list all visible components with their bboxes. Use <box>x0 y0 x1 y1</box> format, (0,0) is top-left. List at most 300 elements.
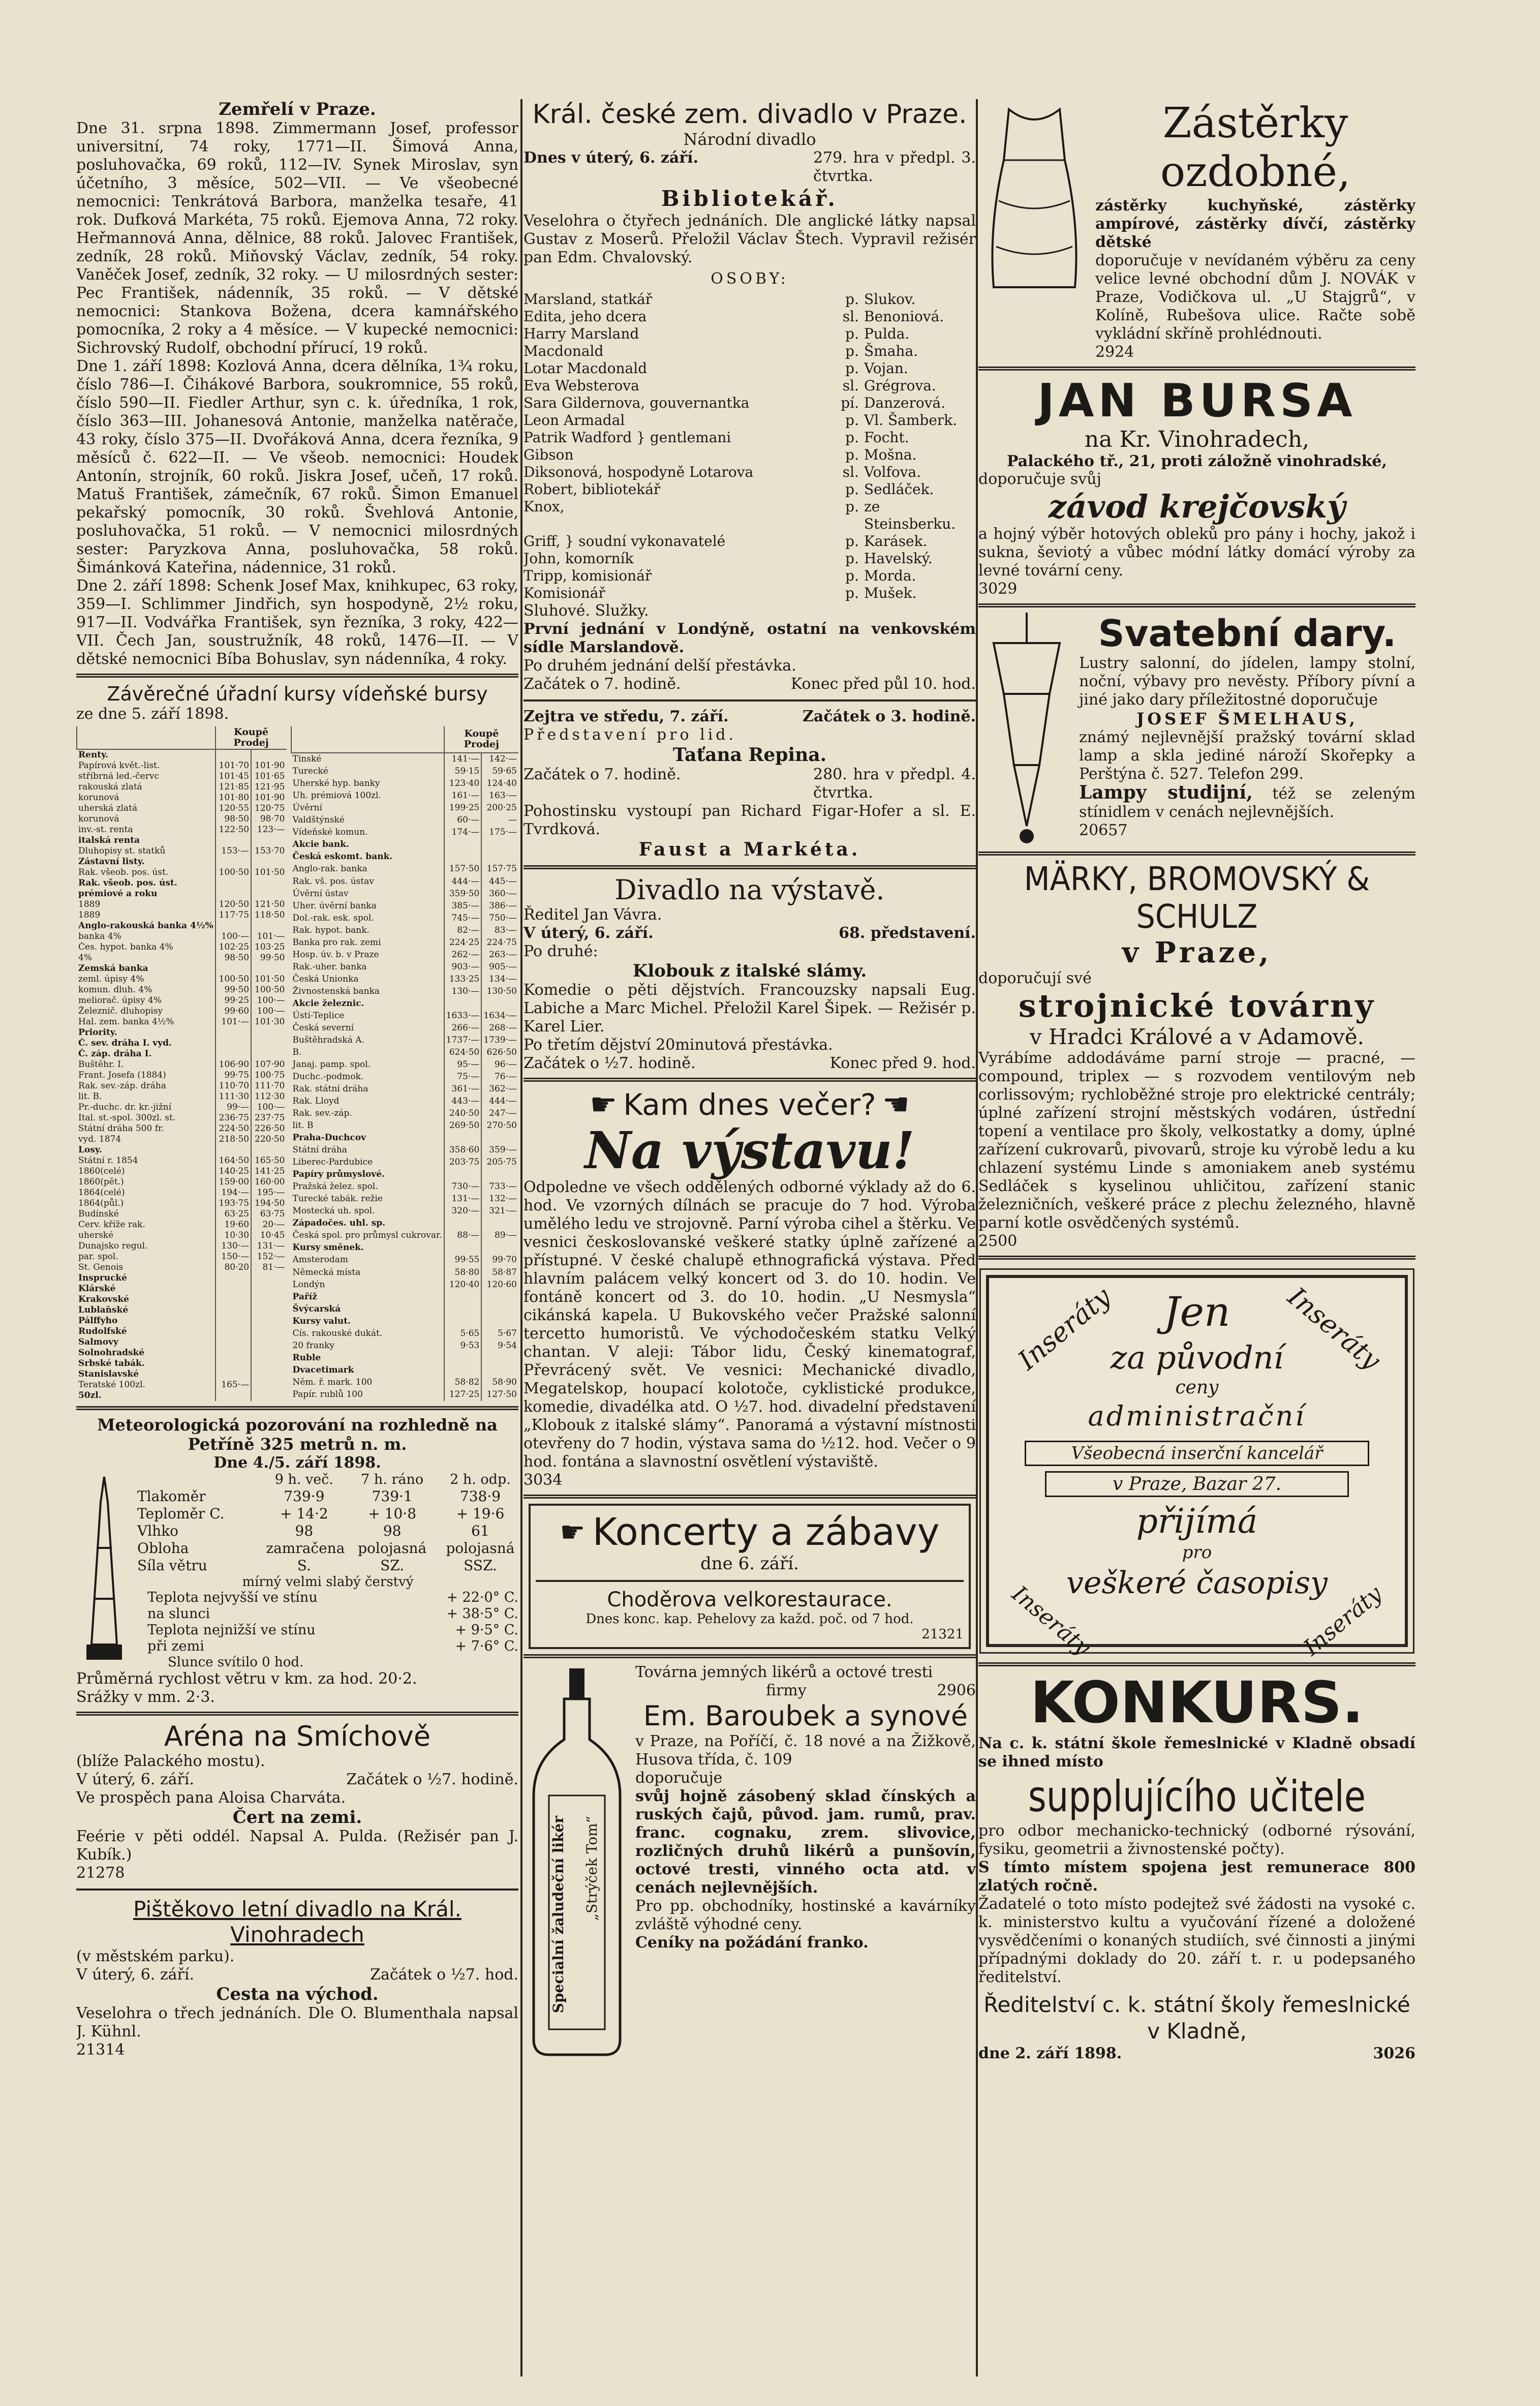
arena-number: 21278 <box>76 1864 125 1882</box>
konkurs-big: supplujícího učitele <box>1028 1772 1366 1821</box>
rate-sell: 124·40 <box>481 778 518 790</box>
frame-corner-text: Inseráty <box>1298 1580 1387 1661</box>
rate-sell: 165·50 <box>251 1155 286 1166</box>
rate-name: uherské <box>78 1230 114 1240</box>
cast-role: Komisionář <box>523 585 605 601</box>
cast-role: Lotar Macdonald <box>523 360 648 377</box>
bottle-label-2: Specialní žaludeční likér <box>550 1816 567 2014</box>
rate-sell <box>251 1316 286 1326</box>
rate-sell: 224·75 <box>481 936 518 949</box>
chod-number: 21321 <box>921 1627 964 1642</box>
rate-sell <box>481 1132 518 1144</box>
rate-buy <box>444 1364 482 1376</box>
rate-sell: 101·50 <box>251 974 286 985</box>
meteo-rain: Srážky v mm. 2·3. <box>76 1688 215 1706</box>
summer-date: V úterý, 6. září. <box>76 1966 195 1984</box>
theater-subtitle: Národní divadlo <box>683 130 816 149</box>
wedding-lamps: Lampy studijní, <box>1079 782 1253 803</box>
meteo-extra-label: Teplota nejnižší ve stínu <box>147 1622 316 1638</box>
rate-buy: 624·50 <box>444 1046 482 1058</box>
frame-line-9: veškeré časopisy <box>1066 1565 1328 1601</box>
rate-row <box>291 997 519 1010</box>
frame-line-2: za původní <box>1110 1339 1284 1376</box>
rate-sell: 142·— <box>481 753 518 766</box>
rate-sell: 120·60 <box>481 1278 518 1291</box>
rate-row <box>77 1070 287 1081</box>
rate-buy <box>215 1369 251 1380</box>
rate-sell <box>251 1049 286 1059</box>
rate-row <box>77 793 287 803</box>
rate-name: Stanislavské <box>78 1369 139 1379</box>
rate-buy: 218·50 <box>215 1134 251 1145</box>
rate-row <box>77 1209 287 1220</box>
meteo-value: S. <box>297 1557 311 1574</box>
rate-name: Čes. hypot. banka 4% <box>78 942 173 952</box>
rate-name: Cerv. kříže rak. <box>78 1220 145 1230</box>
expo-first: Po druhé: <box>523 942 598 960</box>
meteo-extra-row <box>137 1638 518 1655</box>
rate-name: Solnohradské <box>78 1348 145 1358</box>
meteo-wind-desc: mírný velmi slabý čerstvý <box>242 1574 414 1590</box>
rate-name: lit. B <box>292 1120 314 1131</box>
pause-note: Po druhém jednání delší přestávka. <box>523 657 796 675</box>
rate-buy: 98·50 <box>215 814 251 825</box>
rate-name: Uher. úvěrní banka <box>292 900 377 911</box>
rate-name: Kursy směnek. <box>292 1242 364 1253</box>
bursa-shop: závod krejčovský <box>1048 488 1346 525</box>
meteo-extra-label: při zemi <box>147 1638 204 1654</box>
meteo-label: Obloha <box>137 1540 189 1557</box>
konkurs-number: 3026 <box>1373 2045 1415 2062</box>
cast-actor: Sedláček. <box>864 481 934 498</box>
rate-name: Uherské hyp. banky <box>292 778 380 789</box>
rate-sell: 247·— <box>481 1108 518 1120</box>
divider <box>76 1712 518 1716</box>
rate-buy: 80·20 <box>215 1262 251 1273</box>
rate-buy: 443·— <box>444 1095 482 1108</box>
rate-row <box>77 1081 287 1091</box>
rate-row <box>77 942 287 953</box>
cast-actor: Šmaha. <box>864 343 918 359</box>
inserce-frame-ad <box>986 1275 1408 1661</box>
rate-sell: 153·70 <box>251 846 286 857</box>
rate-row <box>291 851 519 863</box>
cast-role: Harry Marsland <box>523 325 639 342</box>
wedding-title: Svatební dary. <box>1098 612 1397 655</box>
rate-buy: 130·— <box>215 1241 251 1252</box>
cast-title: p. <box>845 533 859 550</box>
rate-row <box>77 1198 287 1209</box>
meteo-block <box>76 1472 518 1670</box>
cast-title: p. <box>845 481 859 498</box>
baroubek-firma-row <box>635 1682 976 1700</box>
rate-buy: 110·70 <box>215 1081 251 1091</box>
rate-sell: 112·30 <box>251 1091 286 1102</box>
rate-buy: 106·90 <box>215 1059 251 1070</box>
rate-buy: 5·65 <box>444 1327 482 1339</box>
rate-row <box>291 1388 519 1401</box>
rate-name: Praha-Duchcov <box>292 1133 366 1143</box>
rate-buy: 95·— <box>444 1058 482 1071</box>
rate-row <box>77 963 287 974</box>
rate-sell <box>251 1380 286 1390</box>
rate-name: Turecké tabák. režie <box>292 1194 383 1204</box>
theater-start: Začátek o 7. hodině. <box>523 675 681 693</box>
rate-sell <box>481 851 518 863</box>
rate-sell: 134·— <box>481 973 518 985</box>
bursa-name: JAN BURSA <box>1037 374 1357 428</box>
rate-buy: 130·— <box>444 985 482 997</box>
divider <box>978 1256 1415 1260</box>
rate-name: Živnostenská banka <box>292 986 380 996</box>
rate-row <box>291 912 519 924</box>
apron-text: doporučuje v nevídaném výběru za ceny velice levné obchodní dům J. NOVÁK v Praze, Vodičkova ul. „U Stajgrů“, v Kolíně, Rubešova ulice. Račte sobě vykládní skříně prohlédnouti. <box>1095 252 1415 343</box>
rate-row <box>77 1262 287 1273</box>
concerts-header <box>536 1511 964 1554</box>
rate-sell: 100·— <box>251 1102 286 1113</box>
rate-name: lit. B. <box>78 1091 102 1102</box>
rate-row <box>291 1376 519 1388</box>
cast-role: Diksonová, hospodyně Lotarova <box>523 464 754 480</box>
rate-sell: 220·50 <box>251 1134 286 1145</box>
divider <box>523 865 976 869</box>
expo-end: Konec před 9. hod. <box>829 1054 976 1072</box>
rate-sell: 100·— <box>251 1006 286 1017</box>
rate-sell: — <box>481 814 518 827</box>
rate-row <box>291 1339 519 1352</box>
baroubek-text-2: Pro pp. obchodníky, hostinské a kavárníky zvláště výhodné ceny. <box>635 1897 976 1933</box>
cast-role: Sara Gildernova, gouvernantka <box>523 394 750 411</box>
meteo-extra-label: Teplota nejvyšší ve stínu <box>147 1590 318 1605</box>
rate-sell: 121·95 <box>251 782 286 793</box>
rate-buy: 100·50 <box>215 974 251 985</box>
rate-name: Dluhopisy st. statků <box>78 846 166 856</box>
arena-datetime <box>76 1771 518 1789</box>
meteo-wind: Průměrná rychlost větru v km. za hod. 20·2. <box>76 1670 417 1688</box>
rate-row <box>77 1059 287 1070</box>
rates-table <box>76 726 518 1401</box>
rate-buy: 174·— <box>444 827 482 839</box>
rate-sell <box>481 839 518 851</box>
rate-row <box>291 778 519 790</box>
rate-buy: 730·— <box>444 1181 482 1193</box>
rate-name: Teratské 100zl. <box>78 1380 145 1390</box>
cast-row <box>523 291 976 308</box>
rate-name: Něm. ř. mark. 100 <box>292 1377 373 1387</box>
wed-play: Taťana Repina. <box>672 744 827 766</box>
rate-name: Krakovské <box>78 1294 129 1304</box>
rate-name: Úvěrní <box>292 803 323 813</box>
konkurs-footer <box>978 2045 1415 2063</box>
rate-row <box>77 1369 287 1380</box>
rate-buy <box>215 1027 251 1038</box>
rate-row <box>77 1027 287 1038</box>
rate-buy <box>215 1358 251 1369</box>
baroubek-recommends: doporučuje <box>635 1769 723 1787</box>
rate-row <box>291 1120 519 1132</box>
rate-row <box>291 1010 519 1022</box>
rate-buy: 359·50 <box>444 888 482 900</box>
cast-role: Marsland, statkář <box>523 291 653 308</box>
rate-sell <box>251 921 286 931</box>
divider <box>978 367 1415 371</box>
rate-row <box>291 1217 519 1230</box>
rate-row <box>291 863 519 875</box>
meteo-value: + 10·8 <box>368 1505 417 1522</box>
expo-date: V úterý, 6. září. <box>523 924 654 942</box>
cast-actor: Danzerová. <box>864 394 946 411</box>
rate-sell <box>251 1284 286 1294</box>
rate-sell <box>251 1305 286 1316</box>
rate-sell: 101·90 <box>251 793 286 803</box>
rate-buy: 444·— <box>444 875 482 888</box>
rate-buy: 1737·— <box>444 1034 482 1046</box>
rate-name: Rak. všeob. pos. úst. <box>78 867 169 877</box>
summer-start: Začátek o ½7. hod. <box>370 1966 518 1984</box>
rate-row <box>77 1049 287 1059</box>
rate-name: 50zl. <box>78 1390 102 1400</box>
rate-buy: 102·25 <box>215 942 251 953</box>
rate-row <box>77 1145 287 1155</box>
baroubek-ad <box>523 1663 976 2062</box>
rate-buy <box>444 851 482 863</box>
rate-buy: 19·60 <box>215 1220 251 1230</box>
rate-name: Dol.-rak. esk. spol. <box>292 912 374 923</box>
rate-buy: 120·40 <box>444 1278 482 1291</box>
column-right <box>978 99 1415 2063</box>
bursa-recommends: doporučuje svůj <box>978 470 1101 488</box>
rate-name: Frant. Josefa (1884) <box>78 1070 166 1080</box>
meteo-value: 739·9 <box>284 1488 325 1505</box>
apron-number: 2924 <box>1095 343 1134 361</box>
rate-name: Západočes. uhl. sp. <box>292 1218 386 1229</box>
cast-role: Macdonald <box>523 343 604 359</box>
rate-buy: 99·75 <box>215 1070 251 1081</box>
rate-buy: 120·55 <box>215 803 251 814</box>
mbs-recommends: doporučují své <box>978 969 1092 987</box>
cast-role: Gibson <box>523 446 574 463</box>
rate-name: Švýcarská <box>292 1303 341 1314</box>
meteo-extra-label: na slunci <box>147 1606 210 1622</box>
meteo-extra-value: + 38·5° C. <box>446 1606 518 1622</box>
chandelier-icon <box>978 613 1075 846</box>
rate-buy <box>215 1273 251 1284</box>
rate-buy <box>444 1315 482 1327</box>
summer-datetime <box>76 1966 518 1984</box>
rate-name: Lublaňské <box>78 1305 129 1315</box>
rate-name: Cís. rakouské dukát. <box>292 1328 383 1338</box>
rate-buy: 1633·— <box>444 1010 482 1022</box>
rate-buy: 199·25 <box>444 802 482 814</box>
where-number: 3034 <box>523 1471 563 1489</box>
rate-buy: 82·— <box>444 924 482 936</box>
rate-name: Ústí-Teplice <box>292 1010 345 1021</box>
rate-name: Č. záp. dráha I. <box>78 1049 152 1059</box>
rate-row <box>77 953 287 963</box>
rate-buy <box>215 857 251 867</box>
rate-buy <box>215 1284 251 1294</box>
rate-sell: 100·50 <box>251 985 286 995</box>
rate-name: Hosp. úv. b. v Praze <box>292 949 379 960</box>
rate-row <box>77 803 287 814</box>
pointing-hand-icon: ☚ <box>882 1087 910 1122</box>
meteo-extra-row <box>137 1590 518 1606</box>
column-divider <box>520 99 522 2377</box>
rate-buy: 159·00 <box>215 1177 251 1187</box>
rate-row <box>291 924 519 936</box>
expo-desc: Komedie o pěti dějstvích. Francouzsky napsali Eug. Labiche a Marc Michel. Přeložil Karel Šipek. — Režisér p. Karel Lier. <box>523 981 976 1036</box>
rate-sell: 83·— <box>481 924 518 936</box>
rate-buy: 165·— <box>215 1380 251 1390</box>
rate-name: 1889 <box>78 910 101 920</box>
meteo-row <box>137 1522 518 1540</box>
cast-actor: Mošna. <box>864 446 917 463</box>
cast-title: p. <box>845 550 859 567</box>
rate-buy <box>215 749 251 760</box>
baroubek-name: Em. Baroubek a synové <box>643 1700 968 1732</box>
wedding-text-3: též se zeleným stínidlem v cenách nejlevnějších. <box>1079 785 1415 821</box>
rate-name: Ital. st.-spol. 300zl. st. <box>78 1113 176 1123</box>
rate-row <box>77 1017 287 1027</box>
rate-buy: 120·50 <box>215 899 251 910</box>
rate-row <box>291 1169 519 1181</box>
cast-row <box>523 429 976 446</box>
theater-times <box>523 675 976 693</box>
rate-buy: 385·— <box>444 900 482 912</box>
cast-title: p. <box>845 585 859 601</box>
frame-corner-text: Inseráty <box>1012 1282 1117 1376</box>
rate-row <box>77 1177 287 1187</box>
deaths-day-2: Dne 1. září 1898: Kozlová Anna, dcera dělníka, 1¾ roku, číslo 786—I. Čihákové Barbora, soukromnice, 55 roků, číslo 590—II. Fiedler Arthur, syn c. k. úředníka, 1 rok, číslo 363—III. Johanesová Antonie, manželka natěrače, 43 roky, číslo 375—II. Dvořáková Anna, dcera řezníka, 9 měsíců č. 622—II. — Ve všeob. nemocnici: Houdek Antonín, strojník, 60 roků. Jiskra Josef, učeň, 17 roků. Matuš František, zámečník, 67 roků. Šimon Emanuel pekařský pomocník, 30 roků. Švehlová Antonie, posluhovačka, 51 roků. — V nemocnici milosrdných sester: Paryzkova Anna, posluhovačka, 58 roků. Šimánková Kateřina, nádennice, 31 roků. <box>76 357 518 576</box>
rate-row <box>77 1252 287 1262</box>
frame-line-5: Všeobecná inserční kancelář <box>1025 1441 1369 1466</box>
rate-sell: 96·— <box>481 1058 518 1071</box>
rate-buy <box>215 1316 251 1326</box>
cast-heading: OSOBY: <box>711 270 789 288</box>
rate-name: Banka pro rak. zemi <box>292 937 381 948</box>
bursa-text: a hojný výběr hotových obleků pro pány i hochy, jakož i sukna, ševiotý a vůbec módní látky domácí výroby za levné tovární ceny. <box>978 525 1415 580</box>
rate-sell: 141·25 <box>251 1166 286 1177</box>
cast-row <box>523 343 976 360</box>
rate-buy: 150·— <box>215 1252 251 1262</box>
rate-name: Německá místa <box>292 1267 361 1277</box>
concerts-box <box>529 1504 971 1649</box>
divider <box>523 1078 976 1082</box>
rate-row <box>291 766 519 778</box>
rate-name: Janaj. pamp. spol. <box>292 1059 371 1070</box>
expo-director: Ředitel Jan Vávra. <box>523 906 662 924</box>
pointing-hand-icon: ☛ <box>590 1087 618 1122</box>
rate-buy: 266·— <box>444 1022 482 1034</box>
meteo-row <box>137 1488 518 1505</box>
expo-times <box>523 1054 976 1073</box>
rate-row <box>77 1113 287 1123</box>
rate-name: Dunajsko regul. <box>78 1241 148 1251</box>
meteo-extra-value: + 7·6° C. <box>455 1638 518 1654</box>
rate-sell: 123·— <box>251 825 286 835</box>
rate-sell: 160·00 <box>251 1177 286 1187</box>
rate-row <box>291 949 519 961</box>
rate-row <box>77 857 287 867</box>
konkurs-title: KONKURS. <box>1030 1670 1364 1736</box>
rate-sell <box>481 1291 518 1303</box>
rate-name: 1860(pět.) <box>78 1177 124 1187</box>
cast-title: p. <box>845 325 859 342</box>
rate-row <box>291 753 519 766</box>
apron-items: zástěrky kuchyňské, zástěrky ampírové, zástěrky dívčí, zástěrky dětské <box>1095 197 1415 251</box>
rate-sell: 130·50 <box>481 985 518 997</box>
rate-row <box>77 1187 287 1198</box>
liqueur-bottle-icon <box>523 1663 630 2060</box>
rate-row <box>77 760 287 771</box>
rate-name: banka 4% <box>78 931 121 941</box>
rate-name: Kursy valut. <box>292 1316 351 1326</box>
rate-buy: 9·53 <box>444 1339 482 1352</box>
theater-datetime <box>523 149 976 186</box>
rate-buy: 58·80 <box>444 1266 482 1278</box>
rate-name: Pr.-duchc. dr. kr.-jižní <box>78 1102 172 1112</box>
rate-name: Česká spol. pro průmysl cukrovar. <box>292 1230 442 1241</box>
meteo-sun: Slunce svítilo 0 hod. <box>168 1655 304 1670</box>
rate-row <box>291 1364 519 1376</box>
meteo-label: Síla větru <box>137 1557 207 1574</box>
rate-name: 1889 <box>78 899 101 909</box>
rate-row <box>291 1022 519 1034</box>
wedding-text: Lustry salonní, do jídelen, lampy stolní, noční, výbavy pro nevěsty. Příbory pívní a jiné jako dary příležitostné doporučuje <box>1079 654 1415 709</box>
mbs-text: Vyrábíme addodáváme parní stroje — pracné, — compound, triplex — s rozvodem ventilovým neb corlissovým; rychloběžné stroje pro elektrické centrály; úplné zařízení strojní městských vodáren, ústřední topení a ventilace pro školy, velkostatky a domy, úplné zařízení cukrovarů, pivovarů, stroje ku výrobě ledu a ku chlazení systému Linde s amoniakem aneb systému Sedláček s kyselinou uhličitou, zařízení stanic železničních, veškeré práce z plechu železného, hlavně parní kotle osvědčených systémů. <box>978 1049 1415 1232</box>
rate-name: Amsterodam <box>292 1255 349 1265</box>
rate-row <box>77 867 287 878</box>
concerts-title: Koncerty a zábavy <box>592 1510 940 1554</box>
deaths-title: Zemřelí v Praze. <box>219 99 376 119</box>
mbs-title: MÄRKY, BROMOVSKÝ & SCHULZ <box>1024 861 1370 936</box>
rate-sell: 270·50 <box>481 1120 518 1132</box>
rate-row <box>77 1316 287 1326</box>
rate-row <box>77 995 287 1006</box>
theater-end: Konec před půl 10. hod. <box>790 675 976 693</box>
rate-buy: 140·25 <box>215 1166 251 1177</box>
rate-name: Insprucké <box>78 1273 128 1283</box>
rate-sell: 360·— <box>481 888 518 900</box>
chod-text: Dnes konc. kap. Pehelovy za každ. poč. od 7 hod. <box>586 1611 914 1627</box>
cast-actor: ze Steinsberku. <box>864 498 956 532</box>
rate-buy: 240·50 <box>444 1108 482 1120</box>
rate-name: Losy. <box>78 1145 102 1155</box>
rate-buy <box>215 1348 251 1358</box>
cast-actor: Morda. <box>864 567 916 584</box>
rate-sell: 226·50 <box>251 1123 286 1134</box>
baroubek-address: v Praze, na Poříčí, č. 18 nové a na Žižkově, Husova třída, č. 109 <box>635 1732 976 1769</box>
rate-name: 1864(celé) <box>78 1187 125 1198</box>
cast-actor: Karásek. <box>864 533 928 550</box>
wed-count: 280. hra v předpl. 4. čtvrtka. <box>813 766 976 802</box>
meteo-extra-row <box>137 1606 518 1622</box>
rate-buy <box>215 1294 251 1305</box>
meteo-value: polojasná <box>358 1540 427 1557</box>
meteo-value: + 14·2 <box>280 1505 328 1522</box>
rate-sell: 58·87 <box>481 1266 518 1278</box>
rate-buy: 262·— <box>444 949 482 961</box>
rate-name: stříbrná led.-červc <box>78 771 159 781</box>
expo-datetime <box>523 924 976 942</box>
cast-title: p. <box>845 360 859 377</box>
cast-role: Griff, } soudní vykonavatelé <box>523 533 726 550</box>
rate-row <box>77 910 287 921</box>
baroubek-number: 2906 <box>937 1682 976 1699</box>
rate-sell: 445·— <box>481 875 518 888</box>
rates-table-left <box>76 726 287 1401</box>
rate-sell <box>481 1242 518 1254</box>
